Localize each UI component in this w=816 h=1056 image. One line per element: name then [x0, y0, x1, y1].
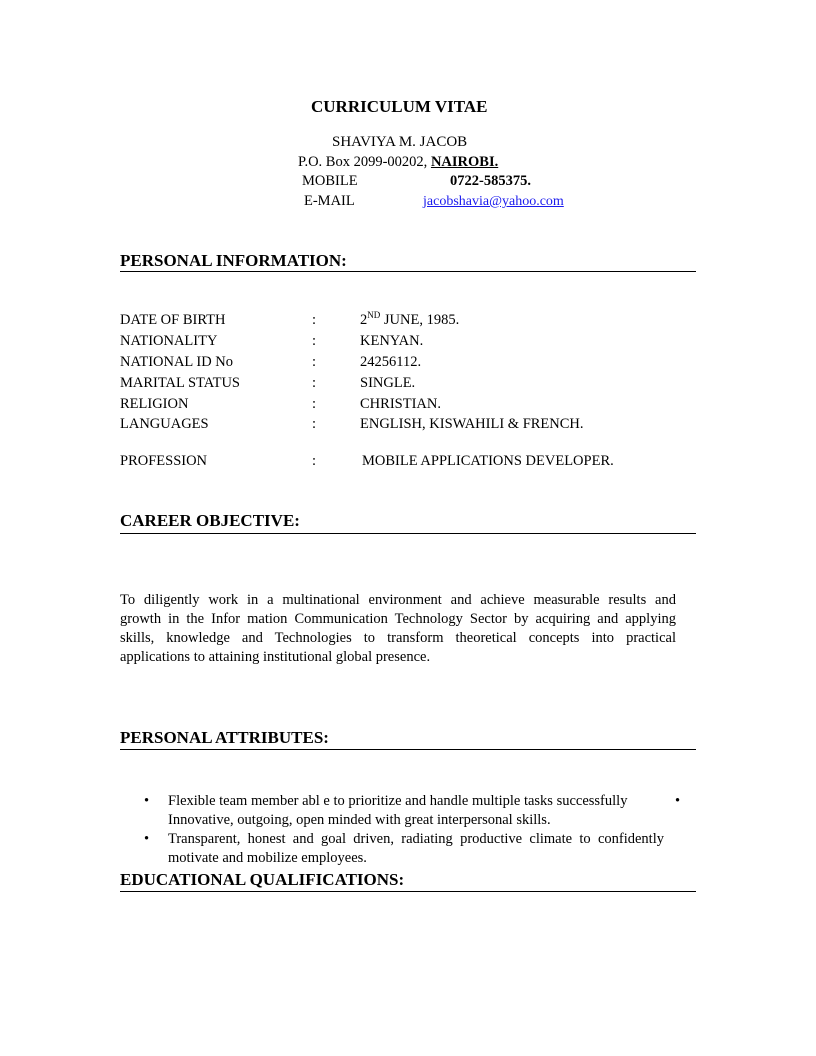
section-divider [120, 271, 696, 272]
list-item-line: Innovative, outgoing, open minded with great interpersonal skills. [168, 812, 551, 828]
dob-ordinal-suffix: ND [367, 310, 381, 320]
info-separator: : [312, 375, 317, 391]
info-value: SINGLE. [360, 375, 416, 391]
document-title: CURRICULUM VITAE [311, 97, 488, 116]
educational-qualifications-heading: EDUCATIONAL QUALIFICATIONS: [120, 870, 405, 889]
email-label: E-MAIL [304, 193, 355, 209]
list-item [144, 793, 684, 833]
info-value: ENGLISH, KISWAHILI & FRENCH. [360, 416, 584, 432]
info-label: PROFESSION [120, 453, 208, 469]
info-separator: : [312, 354, 317, 370]
info-value [360, 312, 459, 329]
info-row-languages [120, 416, 696, 436]
bullet-marker: • [144, 793, 150, 809]
mobile-number: 0722-585375. [450, 173, 531, 189]
paragraph-line: To diligently work in a multinational environment and achieve measurable results and [120, 592, 676, 608]
info-separator: : [312, 453, 317, 469]
dob-month-year: JUNE, 1985. [380, 312, 460, 328]
info-separator: : [312, 312, 317, 328]
paragraph-line: applications to attaining institutional global presence. [120, 649, 431, 665]
section-divider [120, 533, 696, 534]
career-objective-heading: CAREER OBJECTIVE: [120, 511, 300, 530]
list-item [144, 831, 684, 871]
info-row-national-id [120, 354, 696, 374]
address-box: P.O. Box 2099-00202, [298, 154, 428, 170]
list-item-line: motivate and mobilize employees. [168, 850, 367, 866]
mobile-label: MOBILE [302, 173, 358, 189]
bullet-marker: • [675, 793, 681, 809]
info-value: 24256112. [360, 354, 422, 370]
candidate-name: SHAVIYA M. JACOB [332, 134, 468, 150]
info-value: CHRISTIAN. [360, 396, 441, 412]
info-label: NATIONALITY [120, 333, 218, 349]
postal-address [298, 154, 498, 171]
info-label: RELIGION [120, 396, 189, 412]
section-divider [120, 749, 696, 750]
info-label: NATIONAL ID No [120, 354, 234, 370]
info-label: DATE OF BIRTH [120, 312, 226, 328]
paragraph-line: skills, knowledge and Technologies to transform theoretical concepts into practical [120, 630, 676, 646]
info-row-nationality [120, 333, 696, 353]
dob-day: 2 [360, 312, 368, 328]
info-row-religion [120, 396, 696, 416]
info-separator: : [312, 396, 317, 412]
address-city: NAIROBI. [430, 154, 499, 170]
info-value: KENYAN. [360, 333, 424, 349]
career-objective-text [120, 592, 676, 668]
section-divider [120, 891, 696, 892]
info-value: MOBILE APPLICATIONS DEVELOPER. [362, 453, 614, 469]
info-label: MARITAL STATUS [120, 375, 240, 391]
info-row-date-of-birth [120, 312, 696, 332]
personal-information-heading: PERSONAL INFORMATION: [120, 251, 347, 270]
personal-attributes-heading: PERSONAL ATTRIBUTES: [120, 728, 329, 747]
list-item-text [168, 793, 664, 831]
list-item-line: Transparent, honest and goal driven, radiating productive climate to confidently [168, 831, 664, 847]
info-separator: : [312, 416, 317, 432]
info-row-marital-status [120, 375, 696, 395]
list-item-line: Flexible team member abl e to prioritize and handle multiple tasks successfully [168, 793, 628, 809]
bullet-marker: • [144, 831, 150, 847]
info-row-profession [120, 453, 696, 473]
list-item-text [168, 831, 664, 869]
info-label: LANGUAGES [120, 416, 209, 432]
email-link[interactable]: jacobshavia@yahoo.com [423, 194, 564, 209]
info-separator: : [312, 333, 317, 349]
paragraph-line: growth in the Infor mation Communication Technology Sector by acquiring and applying [120, 611, 676, 627]
